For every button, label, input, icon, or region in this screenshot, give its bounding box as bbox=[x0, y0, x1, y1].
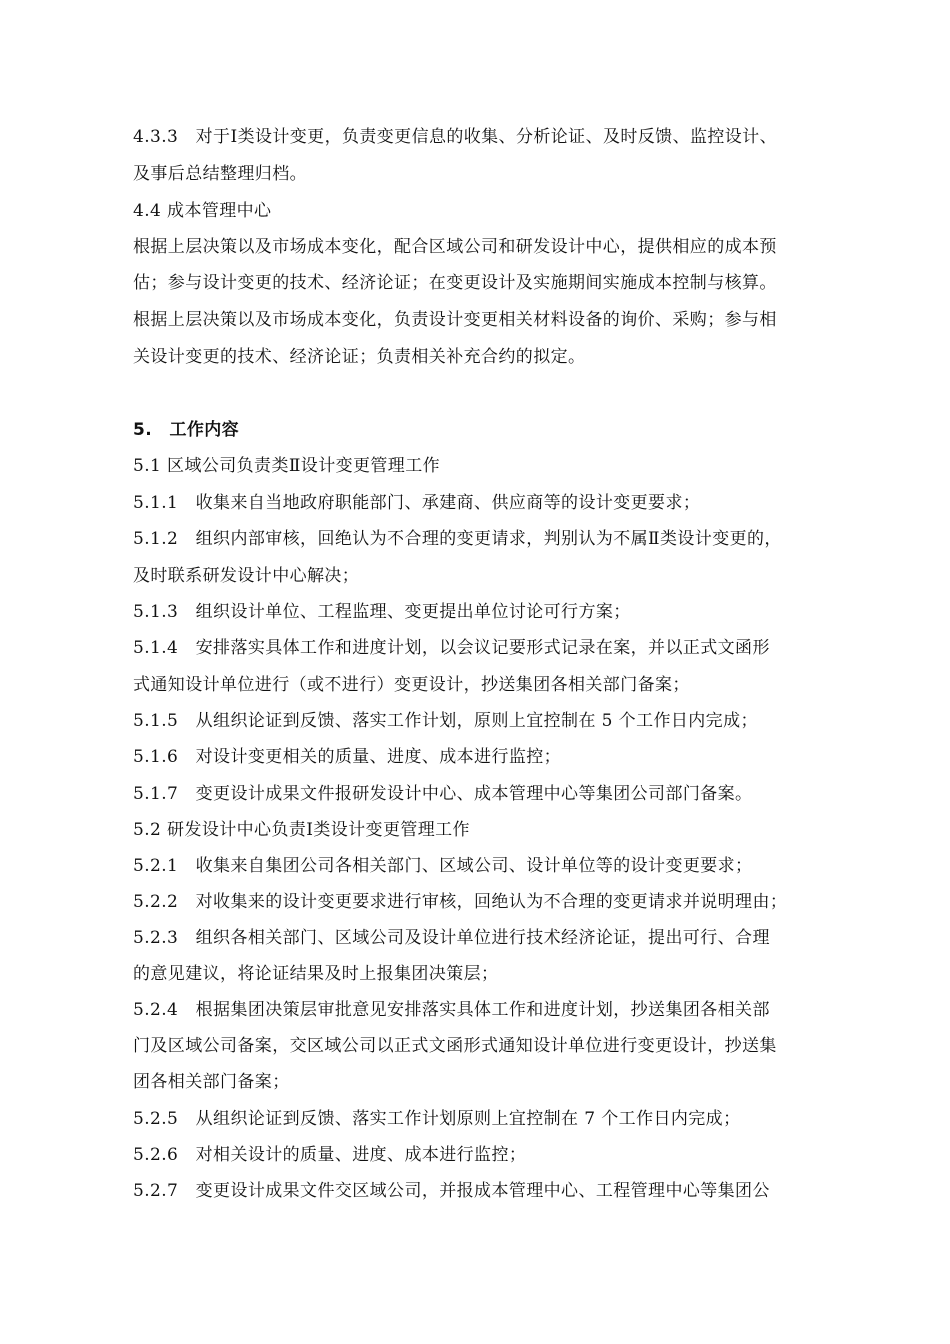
text-line: 门及区域公司备案，交区域公司以正式文函形式通知设计单位进行变更设计，抄送集 bbox=[133, 1036, 777, 1056]
text-line: 5.1.4 安排落实具体工作和进度计划，以会议记要形式记录在案，并以正式文函形 bbox=[133, 638, 770, 658]
text-line: 关设计变更的技术、经济论证；负责相关补充合约的拟定。 bbox=[133, 347, 586, 367]
text-line: 5.2.7 变更设计成果文件交区域公司，并报成本管理中心、工程管理中心等集团公 bbox=[133, 1181, 770, 1201]
text-line: 根据上层决策以及市场成本变化，负责设计变更相关材料设备的询价、采购；参与相 bbox=[133, 310, 777, 330]
text-line: 5.2.4 根据集团决策层审批意见安排落实具体工作和进度计划，抄送集团各相关部 bbox=[133, 1000, 770, 1020]
text-line: 5.1.3 组织设计单位、工程监理、变更提出单位讨论可行方案； bbox=[133, 602, 631, 622]
text-line: 5.2.1 收集来自集团公司各相关部门、区域公司、设计单位等的设计变更要求； bbox=[133, 856, 753, 876]
text-line: 5.2.5 从组织论证到反馈、落实工作计划原则上宜控制在 7 个工作日内完成； bbox=[133, 1109, 741, 1129]
text-line: 5.1.5 从组织论证到反馈、落实工作计划，原则上宜控制在 5 个工作日内完成； bbox=[133, 711, 758, 731]
text-line: 式通知设计单位进行（或不进行）变更设计，抄送集团各相关部门备案； bbox=[133, 675, 690, 695]
text-line: 团各相关部门备案； bbox=[133, 1072, 290, 1092]
text-line: 5.2.2 对收集来的设计变更要求进行审核，回绝认为不合理的变更请求并说明理由； bbox=[133, 892, 788, 912]
text-line: 5.1.2 组织内部审核，回绝认为不合理的变更请求，判别认为不属Ⅱ类设计变更的， bbox=[133, 529, 782, 549]
text-line: 4.3.3 对于Ⅰ类设计变更，负责变更信息的收集、分析论证、及时反馈、监控设计、 bbox=[133, 127, 777, 147]
text-line: 5.1.6 对设计变更相关的质量、进度、成本进行监控； bbox=[133, 747, 562, 767]
section-heading: 5.1 区域公司负责类Ⅱ设计变更管理工作 bbox=[133, 456, 440, 476]
text-line: 5.1.1 收集来自当地政府职能部门、承建商、供应商等的设计变更要求； bbox=[133, 493, 701, 513]
chapter-heading: 5. 工作内容 bbox=[133, 420, 240, 440]
text-line: 及事后总结整理归档。 bbox=[133, 164, 307, 184]
text-line: 及时联系研发设计中心解决； bbox=[133, 566, 360, 586]
text-line: 根据上层决策以及市场成本变化，配合区域公司和研发设计中心，提供相应的成本预 bbox=[133, 237, 777, 257]
text-line: 的意见建议，将论证结果及时上报集团决策层； bbox=[133, 964, 499, 984]
section-heading: 4.4 成本管理中心 bbox=[133, 201, 272, 221]
section-heading: 5.2 研发设计中心负责Ⅰ类设计变更管理工作 bbox=[133, 820, 470, 840]
text-line: 5.2.6 对相关设计的质量、进度、成本进行监控； bbox=[133, 1145, 527, 1165]
text-line: 5.1.7 变更设计成果文件报研发设计中心、成本管理中心等集团公司部门备案。 bbox=[133, 784, 753, 804]
text-line: 估；参与设计变更的技术、经济论证；在变更设计及实施期间实施成本控制与核算。 bbox=[133, 273, 777, 293]
text-line: 5.2.3 组织各相关部门、区域公司及设计单位进行技术经济论证，提出可行、合理 bbox=[133, 928, 770, 948]
